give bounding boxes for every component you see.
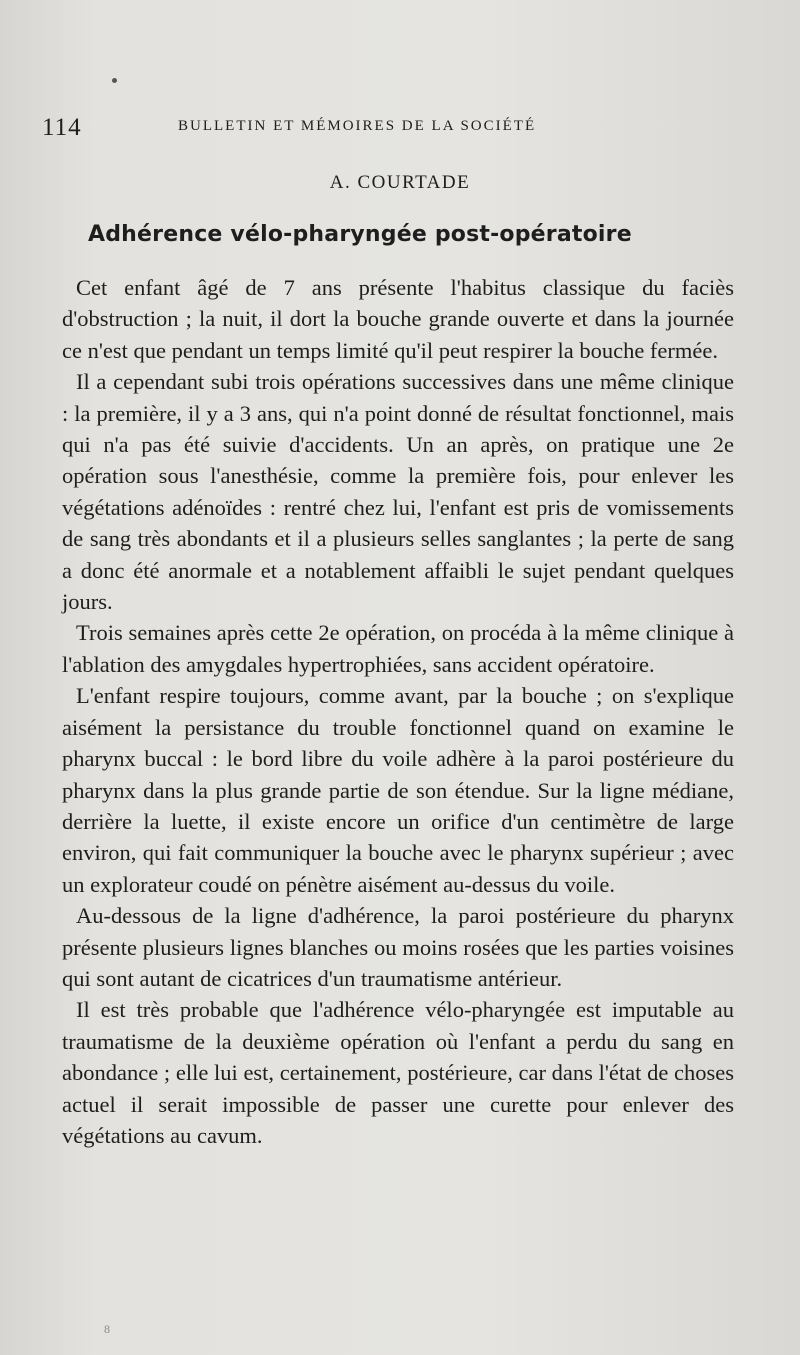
signature-mark: 8 — [104, 1322, 110, 1336]
paragraph: L'enfant respire toujours, comme avant, par la bouche ; on s'explique aisément la persistance du trouble fonctionnel quand on examine le pharynx buccal : le bord libre du voile adhère à la paroi postérieure du pharynx dans la plus grande partie de son étendue. Sur la ligne médiane, derrière la luette, il existe encore un orifice d'un centimètre de large environ, qui fait communiquer la bouche avec le pharynx supérieur ; avec un explorateur coudé on pénètre aisément au-dessus du voile. — [62, 683, 734, 897]
page-header — [42, 114, 742, 144]
paragraph: Au-dessous de la ligne d'adhérence, la paroi postérieure du pharynx présente plusieurs lignes blanches ou moins rosées que les parties voisines qui sont autant de cicatrices d'un traumatisme antérieur. — [62, 903, 734, 991]
ink-speck — [112, 78, 117, 83]
article-author: A. COURTADE — [329, 172, 471, 193]
paragraph: Il est très probable que l'adhérence vélo-pharyngée est imputable au traumatisme de la deuxième opération où l'enfant a perdu du sang en abondance ; elle lui est, certainement, postérieure, car dans l'état de choses actuel il serait impossible de passer une curette pour enlever des végétations au cavum. — [62, 997, 734, 1148]
paragraph: Cet enfant âgé de 7 ans présente l'habitus classique du faciès d'obstruction ; la nuit, il dort la bouche grande ouverte et dans la journée ce n'est que pendant un temps limité qu'il peut respirer la bouche fermée. — [62, 275, 734, 363]
article-body — [62, 272, 734, 1151]
paragraph: Il a cependant subi trois opérations successives dans une même clinique : la première, il y a 3 ans, qui n'a point donné de résultat fonctionnel, mais qui n'a pas été suivie d'accidents. Un an après, on pratique une 2e opération sous l'anesthésie, comme la première fois, pour enlever les végétations adénoïdes : rentré chez lui, l'enfant est pris de vomissements de sang très abondants et il a plusieurs selles sanglantes ; la perte de sang a donc été anormale et a notablement affaibli le sujet pendant quelques jours. — [62, 369, 734, 615]
running-head: BULLETIN ET MÉMOIRES DE LA SOCIÉTÉ — [178, 118, 537, 134]
page-number: 114 — [42, 114, 82, 141]
article-title: Adhérence vélo-pharyngée post-opératoire — [88, 222, 632, 247]
paragraph: Trois semaines après cette 2e opération, on procéda à la même clinique à l'ablation des amygdales hypertrophiées, sans accident opératoire. — [62, 620, 734, 677]
